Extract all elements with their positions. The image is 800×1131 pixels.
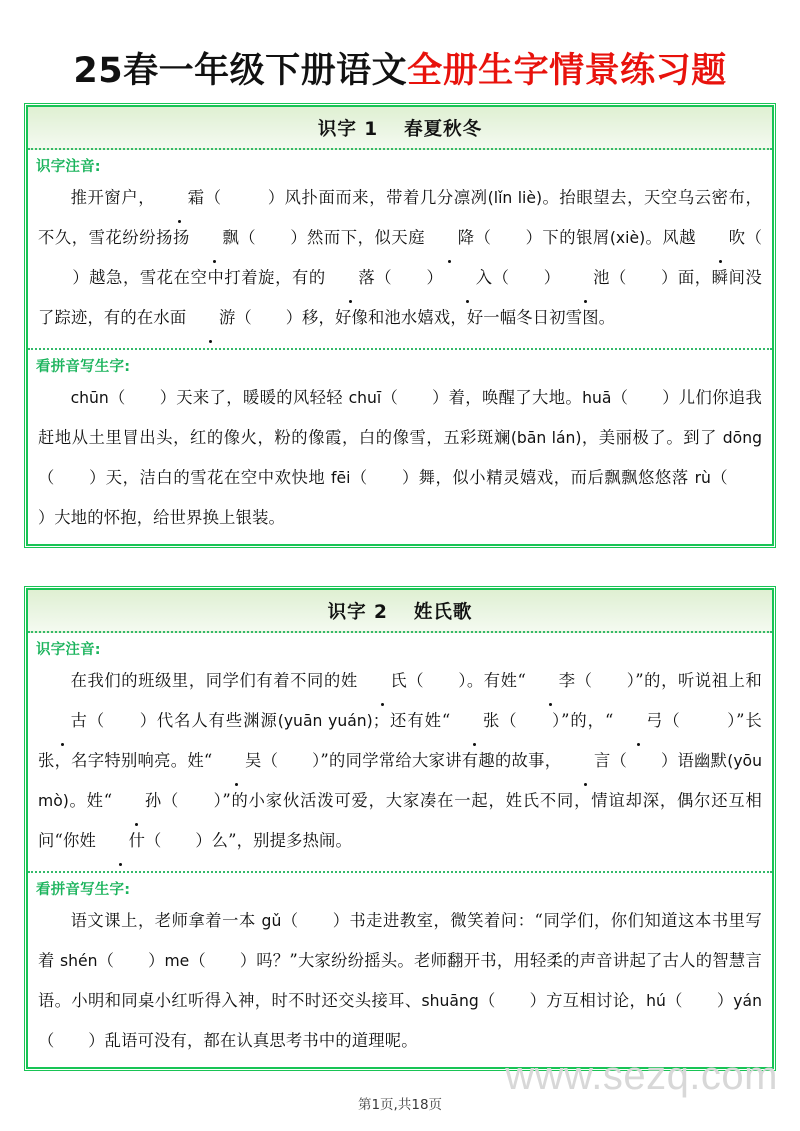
exercise-paragraph: 语文课上，老师拿着一本 gǔ（ ）书走进教室，微笑着问：“同学们，你们知道这本书里写着 shén（ ）me（ ）吗？”大家纷纷摇头。老师翻开书，用轻柔的声音讲起了古人的智慧言语。小明和同桌小红听得入神，时不时还交头接耳、shuāng（ ）方互相讨论，hú（ ）yán（ ）乱语可没有，都在认真思考书中的道理呢。 [38,911,762,1051]
lesson-card [26,105,774,546]
exercise-paragraph: chūn（ ）天来了，暖暖的风轻轻 chuī（ ）着，唤醒了大地。huā（ ）儿们你追我赶地从土里冒出头，红的像火，粉的像霞，白的像雪，五彩斑斓(bān lán)，美丽极了。到了 dōng（ ）天，洁白的雪花在空中欢快地 fēi（ ）舞，似小精灵嬉戏，而后飘飘悠悠落 rù（）大地的怀抱，给世界换上银装。 [38,388,762,528]
section-body-pinyin-writing [28,378,772,544]
page-title-red: 全册生字情景练习题 [407,51,727,91]
lesson-header [28,590,772,633]
section-label-pinyin-writing: 看拼音写生字: [36,882,131,899]
site-watermark: www.sezq.com [505,1054,778,1098]
section-label-pinyin-writing: 看拼音写生字: [36,359,131,376]
section-label-zhuyin: 识字注音: [36,159,101,176]
page-footer: 第1页,共18页 [357,1097,443,1113]
section-body-pinyin-writing [28,901,772,1067]
exercise-paragraph: 推开窗户， 霜（ ）风扑面而来，带着几分凛冽(lǐn liè)。抬眼望去，天空乌云密布，不久，雪花纷纷扬扬 飘（ ）然而下，似天庭 降（ ）下的银屑(xiè)。风越 吹（）越急，雪花在空中打着旋，有的 落（ ） 入（ ） 池（ ）面，瞬间没了踪迹，有的在水面 游（ ）移，好像和池水嬉戏，好一幅冬日初雪图。 [38,178,762,338]
lesson-name: 姓氏歌 [413,602,473,624]
page-title [26,0,774,105]
page-title-black: 25春一年级下册语文 [73,51,408,91]
section-body-zhuyin [28,178,772,344]
section-body-zhuyin [28,661,772,867]
exercise-paragraph: 在我们的班级里，同学们有着不同的姓 氏（ ）。有姓“ 李（ ）”的，听说祖上和古（ ）代名人有些渊源(yuān yuán)；还有姓“ 张（ ）”的，“ 弓（ ）”长张，名字特别响亮。姓“ 吴（ ）”的同学常给大家讲有趣的故事， 言（ ）语幽默(yōu mò)。姓“ 孙（ ）”的小家伙活泼可爱，大家凑在一起，姓氏不同，情谊却深，偶尔还互相问“你姓 什（ ）么”，别提多热闹。 [38,661,762,861]
lesson-number: 识字 1 [317,119,379,141]
section-label-zhuyin: 识字注音: [36,642,101,659]
lesson-header [28,107,772,150]
lesson-card [26,588,774,1069]
lesson-number: 识字 2 [327,602,388,624]
lesson-name: 春夏秋冬 [404,119,483,141]
